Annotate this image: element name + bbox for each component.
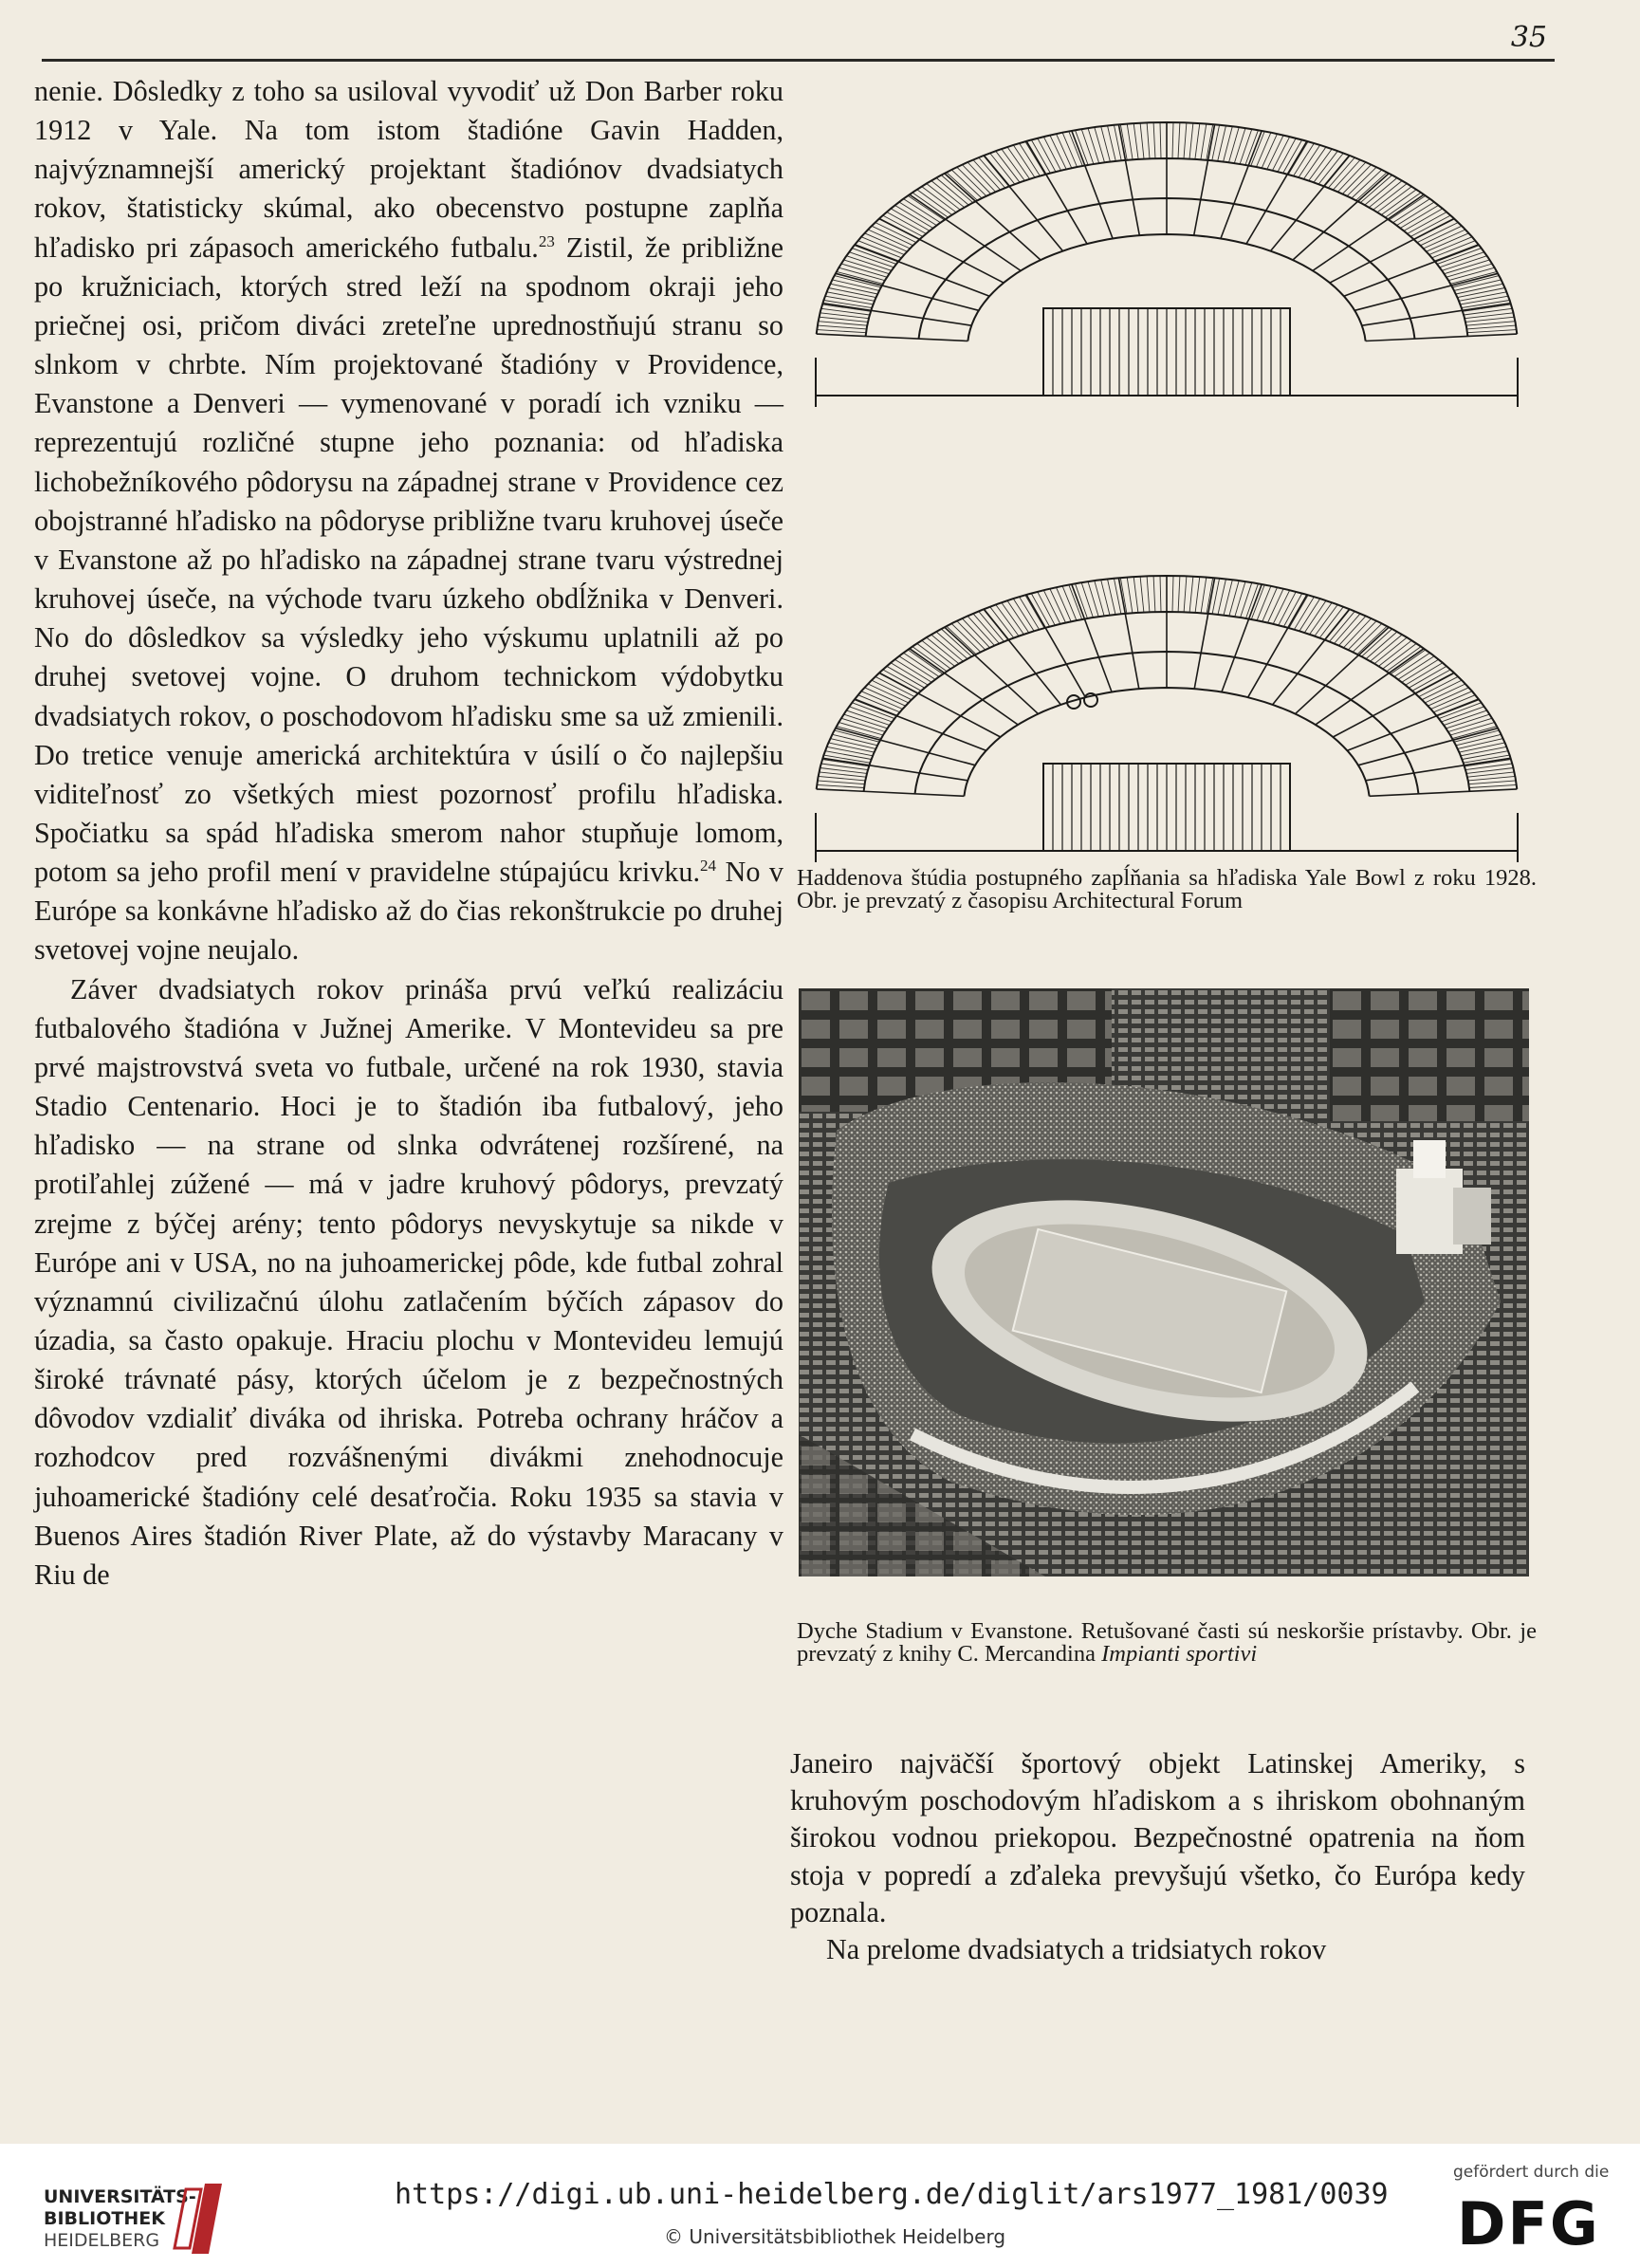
caption-2-text: Dyche Stadium v Evanstone. Retušované časti sú neskoršie prístavby. Obr. je prevzatý z knihy C. Mercandina: [797, 1618, 1537, 1667]
header-rule: [42, 59, 1555, 62]
left-column-text: [34, 72, 783, 1595]
right-paragraph-2: Na prelome dvadsiatych a tridsiatych rokov: [826, 1933, 1327, 1966]
right-paragraph-1: Janeiro najväčší športový objekt Latinskej Ameriky, s kruhovým poschodovým hľadiskom a s ihriskom obohnaným širokou vodnou priekopou. Bezpečnostné opatrenia na ňom stoja v popredí a zďaleka prevyšujú všetko, čo Európa kedy poznala.: [790, 1747, 1525, 1928]
library-name-line-3: HEIDELBERG: [44, 2230, 160, 2251]
footnote-ref-23: 23: [538, 231, 555, 250]
viewer-footer: [0, 2144, 1640, 2268]
aerial-stadium-photo: [799, 988, 1529, 1577]
dfg-logo[interactable]: DFG: [1457, 2189, 1600, 2259]
library-logo-icon[interactable]: [167, 2180, 226, 2258]
paragraph-2: Záver dvadsiatych rokov prináša prvú veľkú realizáciu futbalového štadióna v Južnej Amerike. V Montevideu sa pre prvé majstrovstvá sveta vo futbale, určené na rok 1930, stavia Stadio Centenario. Hoci je to štadión iba futbalový, jeho hľadisko — na strane od slnka odvrátenej rozšírené, na protiľahlej zúžené — má v jadre kruhový pôdorys, prevzatý zrejme z býčej arény; tento pôdorys nevyskytuje sa nikde v Európe ani v USA, no na juhoamerickej pôde, kde futbal zohral významnú civilizačnú úlohu zatlačením býčích zápasov do úzadia, sa často opakuje. Hraciu plochu v Montevideu lemujú široké trávnaté pásy, ktorých účelom je z bezpečnostných dôvodov vzdialiť diváka od ihriska. Potreba ochrany hráčov a rozhodcov pred rozvášnenými divákmi znehodnocuje juhoamerické štadióny celé desaťročia. Roku 1935 sa stavia v Buenos Aires štadión River Plate, až do výstavby Maracany v Riu de: [34, 972, 783, 1591]
caption-2-book-title: Impianti sportivi: [1101, 1641, 1258, 1667]
copyright-notice: © Universitätsbibliothek Heidelberg: [664, 2225, 1006, 2248]
permalink-url[interactable]: https://digi.ub.uni-heidelberg.de/diglit/ars1977_1981/0039: [395, 2178, 1389, 2211]
library-name-line-2: BIBLIOTHEK: [44, 2208, 165, 2229]
figure-caption-1: Haddenova štúdia postupného zapĺňania sa hľadiska Yale Bowl z roku 1928. Obr. je prevzatý z časopisu Architectural Forum: [797, 865, 1537, 913]
library-name-line-1: UNIVERSITÄTS-: [44, 2186, 196, 2207]
right-column-text: [790, 1745, 1525, 1968]
stadium-plan-drawing-top: [797, 106, 1537, 410]
stadium-plan-drawing-bottom: [797, 555, 1537, 873]
aerial-photo-graphic: [799, 988, 1529, 1577]
sponsor-label: gefördert durch die: [1453, 2163, 1610, 2182]
figure-caption-2: [797, 1620, 1537, 1666]
page-number: 35: [1510, 21, 1547, 54]
paragraph-1: nenie. Dôsledky z toho sa usiloval vyvodiť už Don Barber roku 1912 v Yale. Na tom istom štadióne Gavin Hadden, najvýznamnejší americký projektant štadiónov dvadsiatych rokov, štatisticky skúmal, ako obecenstvo postupne zaplňa hľadisko pri zápasoch amerického futbalu.$^{23}$ Zistil, že približne po kružniciach, ktorých stred leží na spodnom okraji jeho priečnej osi, pričom diváci zreteľne uprednostňujú stranu so slnkom v chrbte. Ním projektované štadióny v Providence, Evanstone a Denveri — vymenované v poradí ich vzniku — reprezentujú rozličné stupne jeho poznania: od hľadiska lichobežníkového pôdorysu na západnej strane v Providence cez obojstranné hľadisko na pôdoryse približne tvaru kruhovej úseče v Evanstone až po hľadisko na západnej strane tvaru výstrednej kruhovej úseče, na východe tvaru úzkeho obdĺžnika v Denveri. No do dôsledkov sa výsledky jeho výskumu uplatnili až po druhej svetovej vojne. O druhom technickom výdobytku dvadsiatych rokov, o poschodovom hľadisku sme sa už zmienili. Do tretice venuje americká architektúra v úsilí o čo najlepšiu viditeľnosť zo všetkých miest pozornosť profilu hľadiska. Spočiatku sa spád hľadiska smerom nahor stupňuje lomom, potom sa jeho profil mení v pravidelne stúpajúcu krivku.$^{24}$ No v Európe sa konkávne hľadisko až do čias rekonštrukcie po druhej svetovej vojne neujalo.: [34, 75, 783, 967]
footnote-ref-24: 24: [700, 857, 717, 876]
